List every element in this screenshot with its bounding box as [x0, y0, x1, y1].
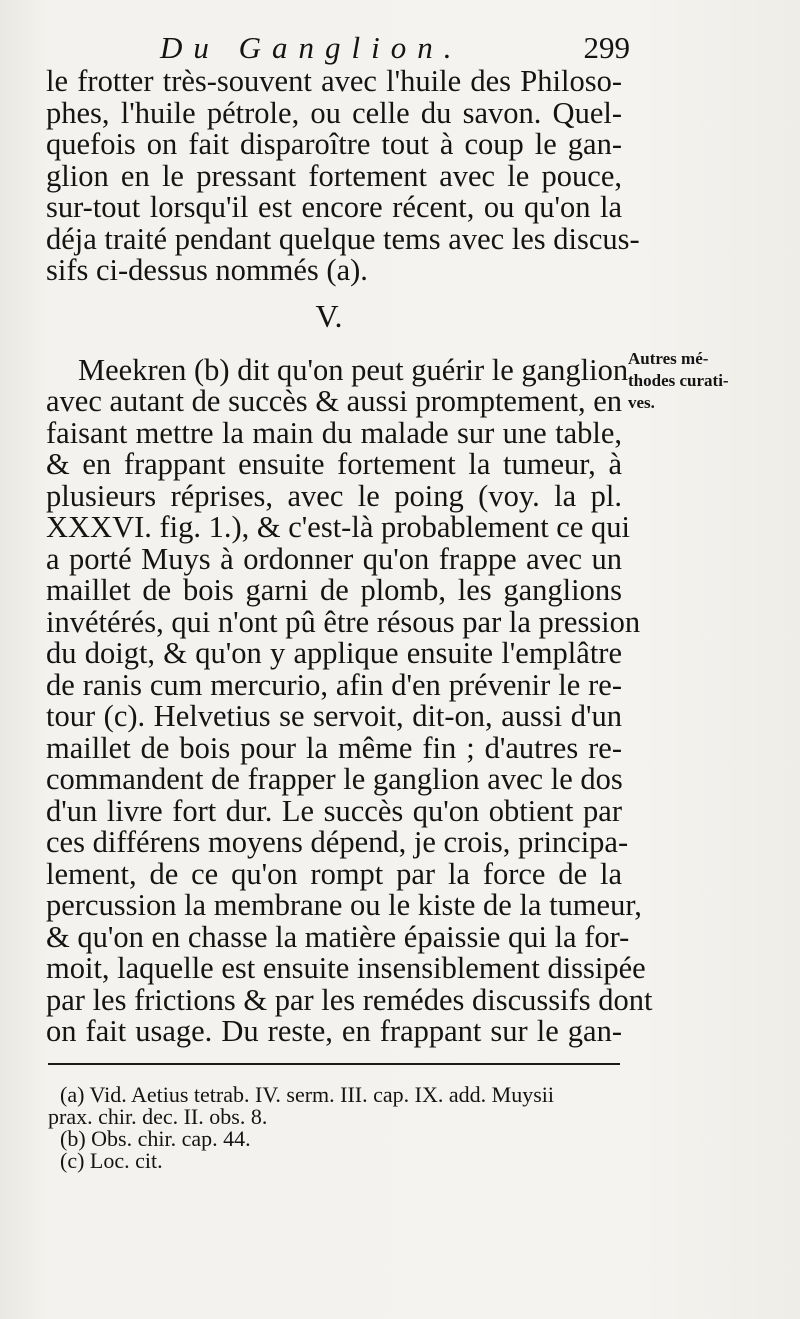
footnote-rule — [48, 1063, 620, 1065]
text-line: phes, l'huile pétrole, ou celle du savon. Quel- — [46, 95, 622, 130]
text-line: déja traité pendant quelque tems avec les discus- — [46, 221, 640, 256]
footnote-a-continued: prax. chir. dec. II. obs. 8. — [48, 1104, 268, 1129]
text-line: commandent de frapper le ganglion avec le dos — [46, 762, 623, 796]
text-line: sur-tout lorsqu'il est encore récent, ou qu'on la — [46, 190, 622, 224]
text-line: le frotter très-souvent avec l'huile des Philoso- — [46, 64, 622, 98]
text-line: percussion la membrane ou le kiste de la tumeur, — [46, 888, 642, 922]
margin-note-line: thodes curati- — [628, 371, 729, 390]
footnotes — [48, 1082, 620, 1173]
text-line: par les frictions & par les remédes discussifs dont — [46, 982, 653, 1017]
margin-note-line: Autres mé- — [628, 349, 709, 368]
text-line: d'un livre fort dur. Le succès qu'on obtient par — [46, 793, 622, 828]
footnote-a: (a) Vid. Aetius tetrab. IV. serm. III. cap. IX. add. Muysii — [60, 1082, 554, 1107]
text-line: tour (c). Helvetius se servoit, dit-on, aussi d'un — [46, 699, 622, 733]
text-line: XXXVI. fig. 1.), & c'est-là probablement ce qui — [46, 510, 630, 544]
text-line: & en frappant ensuite fortement la tumeur, à — [46, 447, 622, 481]
footnote-c: (c) Loc. cit. — [60, 1148, 163, 1173]
text-line: maillet de bois pour la même fin ; d'autres re- — [46, 730, 622, 765]
text-line: glion en le pressant fortement avec le pouce, — [46, 158, 622, 193]
text-line: on fait usage. Du reste, en frappant sur le gan- — [46, 1014, 622, 1048]
text-line: avec autant de succès & aussi promptement, en — [46, 384, 622, 418]
page-number: 299 — [583, 30, 630, 65]
text-line: invétérés, qui n'ont pû être résous par la pression — [46, 604, 641, 639]
footnote-b: (b) Obs. chir. cap. 44. — [60, 1126, 251, 1151]
margin-note — [628, 348, 768, 414]
text-line: sifs ci-dessus nommés (a). — [46, 253, 368, 287]
text-line: Meekren (b) dit qu'on peut guérir le ganglion — [78, 352, 629, 387]
text-line: faisant mettre la main du malade sur une table, — [46, 415, 622, 450]
text-line: a porté Muys à ordonner qu'on frappe avec un — [46, 541, 622, 576]
text-line: plusieurs réprises, avec le poing (voy. la pl. — [46, 478, 622, 513]
text-line: quefois on fait disparoître tout à coup le gan- — [46, 127, 622, 161]
margin-note-line: ves. — [628, 393, 655, 412]
text-line: maillet de bois garni de plomb, les ganglions — [46, 573, 622, 607]
text-line: lement, de ce qu'on rompt par la force de la — [46, 856, 622, 891]
text-line: & qu'on en chasse la matière épaissie qui la for- — [46, 919, 630, 954]
text-line: moit, laquelle est ensuite insensiblement dissipée — [46, 951, 646, 985]
text-line: ces différens moyens dépend, je crois, principa- — [46, 825, 629, 859]
text-line: du doigt, & qu'on y applique ensuite l'emplâtre — [46, 636, 622, 670]
text-line: de ranis cum mercurio, afin d'en prévenir le re- — [46, 667, 622, 702]
section-number: V. — [315, 297, 343, 334]
running-title: Du Ganglion. — [160, 30, 463, 65]
